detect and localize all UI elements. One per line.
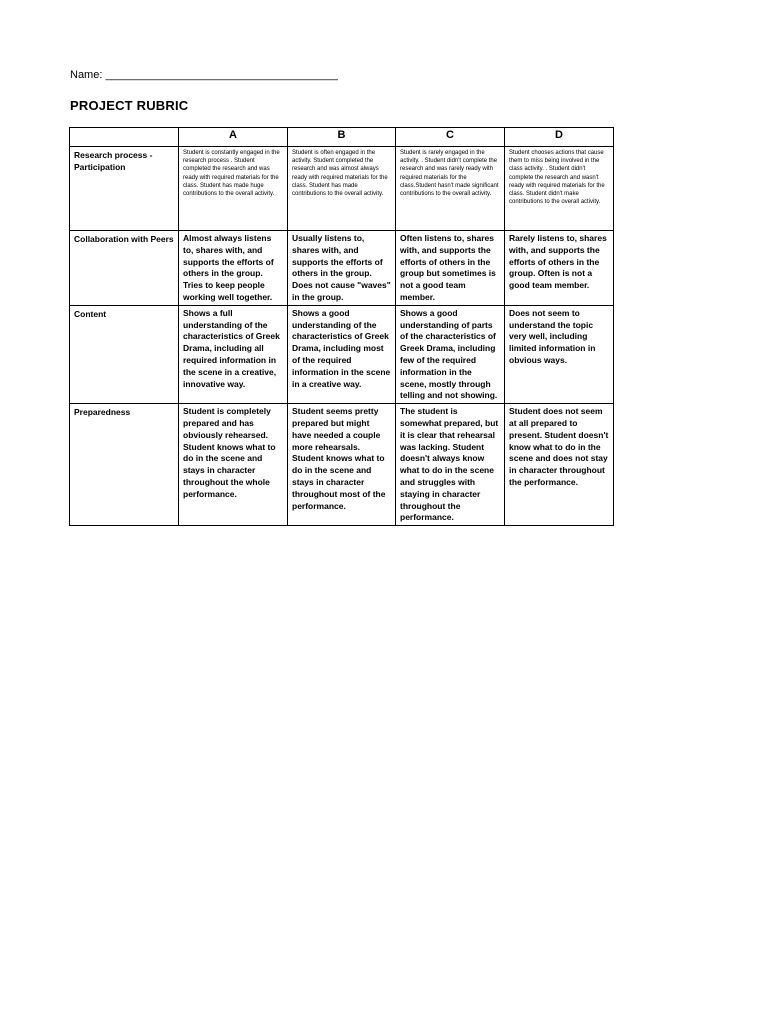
criterion-collaboration: Collaboration with Peers	[70, 231, 179, 306]
cell-research-a: Student is constantly engaged in the research process . Student completed the research and was ready with required materials for the class. Student has made huge contributions to the overall activity.	[179, 147, 288, 231]
cell-research-d: Student chooses actions that cause them to miss being involved in the class activity. . Student didn't complete the research and wasn't ready with required materials for the class. Student didn't make contributions to the overall activity.	[505, 147, 614, 231]
header-grade-d: D	[505, 128, 614, 147]
cell-preparedness-b: Student seems pretty prepared but might have needed a couple more rehearsals. Student knows what to do in the scene and stays in character throughout most of the performance.	[288, 404, 396, 526]
cell-collaboration-b: Usually listens to, shares with, and supports the efforts of others in the group. Does not cause "waves" in the group.	[288, 231, 396, 306]
name-field-line: Name: ______________________________________	[70, 69, 338, 81]
cell-preparedness-c: The student is somewhat prepared, but it is clear that rehearsal was lacking. Student doesn't always know what to do in the scene and struggles with staying in character throughout the performance.	[396, 404, 505, 526]
cell-content-a: Shows a full understanding of the characteristics of Greek Drama, including all required information in the scene in a creative, innovative way.	[179, 305, 288, 403]
cell-preparedness-a: Student is completely prepared and has obviously rehearsed. Student knows what to do in the scene and stays in character throughout the whole performance.	[179, 404, 288, 526]
table-row-content	[70, 305, 614, 403]
cell-preparedness-d: Student does not seem at all prepared to present. Student doesn't know what to do in the scene and does not stay in character throughout the performance.	[505, 404, 614, 526]
rubric-table	[69, 127, 614, 526]
cell-content-b: Shows a good understanding of the characteristics of Greek Drama, including most of the required information in the scene in a creative way.	[288, 305, 396, 403]
cell-content-c: Shows a good understanding of parts of the characteristics of Greek Drama, including few of the required information in the scene, mostly through telling and not showing.	[396, 305, 505, 403]
cell-research-b: Student is often engaged in the activity. Student completed the research and was almost always ready with required materials for the class. Student has made contributions to the overall activity.	[288, 147, 396, 231]
table-row-collaboration	[70, 231, 614, 306]
cell-research-c: Student is rarely engaged in the activity. . Student didn't complete the research and was rarely ready with required materials for the class.Student hasn't made significant contributions to the overall activity.	[396, 147, 505, 231]
table-row-preparedness	[70, 404, 614, 526]
header-blank	[70, 128, 179, 147]
criterion-content: Content	[70, 305, 179, 403]
cell-content-d: Does not seem to understand the topic very well, including limited information in obvious ways.	[505, 305, 614, 403]
header-grade-b: B	[288, 128, 396, 147]
header-grade-a: A	[179, 128, 288, 147]
cell-collaboration-a: Almost always listens to, shares with, and supports the efforts of others in the group. Tries to keep people working well together.	[179, 231, 288, 306]
cell-collaboration-c: Often listens to, shares with, and supports the efforts of others in the group but sometimes is not a good team member.	[396, 231, 505, 306]
criterion-research-process: Research process - Participation	[70, 147, 179, 231]
cell-collaboration-d: Rarely listens to, shares with, and supports the efforts of others in the group. Often is not a good team member.	[505, 231, 614, 306]
page-title: PROJECT RUBRIC	[70, 98, 189, 113]
criterion-preparedness: Preparedness	[70, 404, 179, 526]
table-row-research-process	[70, 147, 614, 231]
header-row	[70, 128, 614, 147]
header-grade-c: C	[396, 128, 505, 147]
